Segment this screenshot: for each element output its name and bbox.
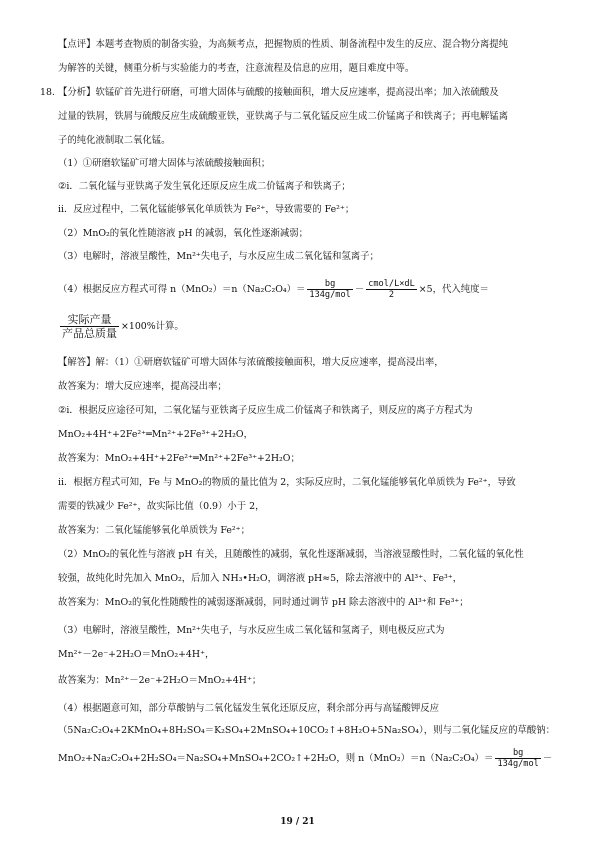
- analysis-line-3: 子的纯化液制取二氧化锰。: [58, 135, 171, 146]
- answer-line-12: 故答案为：Mn²⁺－2e⁻+2H₂O＝MnO₂+4H⁺；: [58, 675, 262, 686]
- answer-line-6: 需要的铁减少 Fe²⁺，故实际比值（0.9）小于 2，: [58, 501, 265, 512]
- minus-sign: －: [354, 284, 365, 295]
- analysis-point-4-tail: ×5，代入纯度＝: [418, 284, 489, 295]
- purity-formula-tail: ×100%计算。: [121, 321, 184, 332]
- comment-line-2: 为解答的关键，侧重分析与实验能力的考查，注意流程及信息的应用，题目难度中等。: [58, 63, 415, 74]
- analysis-point-2: （2）MnO₂的氧化性随溶液 pH 的减弱，氧化性逐渐减弱；: [58, 228, 309, 239]
- answer-line-4: 故答案为：MnO₂+4H⁺+2Fe²⁺═Mn²⁺+2Fe³⁺+2H₂O；: [58, 453, 300, 464]
- equation-1: MnO₂+4H⁺+2Fe²⁺═Mn²⁺+2Fe³⁺+2H₂O，: [58, 429, 253, 440]
- equation-4: [58, 745, 552, 773]
- question-number: 18.: [40, 87, 55, 98]
- fraction-titrant: [366, 279, 417, 300]
- equation-3: （5Na₂C₂O₄+2KMnO₄+8H₂SO₄＝K₂SO₄+2MnSO₄+10CO₂↑+8H₂O+5Na₂SO₄），则与二氧化锰反应的草酸钠：: [58, 725, 555, 736]
- answer-line-10: 故答案为：MnO₂的氧化性随酸性的减弱逐渐减弱，同时通过调节 pH 除去溶液中的 Al³⁺和 Fe³⁺；: [58, 597, 469, 608]
- analysis-point-3: （3）电解时，溶液呈酸性，Mn²⁺失电子，与水反应生成二氧化锰和氢离子；: [58, 251, 379, 262]
- fraction-denominator: 产品总质量: [62, 327, 117, 340]
- analysis-point-4-text: （4）根据反应方程式可得 n（MnO₂）＝n（Na₂C₂O₄）＝: [58, 284, 306, 295]
- analysis-point-2i: ②i．二氧化锰与亚铁离子发生氧化还原反应生成二价锰离子和铁离子；: [58, 181, 351, 192]
- fraction-purity: [60, 313, 119, 340]
- answer-line-5: ii．根据方程式可知，Fe 与 MnO₂的物质的量比值为 2，实际反应时，二氧化锰能够氧化单质铁为 Fe²⁺，导致: [58, 477, 516, 488]
- equation-4-text: MnO₂+Na₂C₂O₄+2H₂SO₄＝Na₂SO₄+MnSO₄+2CO₂↑+2H₂O，则 n（MnO₂）＝n（Na₂C₂O₄）＝: [58, 753, 494, 764]
- comment-line-1: 【点评】本题考查物质的制备实验，为高频考点，把握物质的性质、制备流程中发生的反应、混合物分离提纯: [58, 39, 509, 50]
- minus-sign: －: [542, 753, 553, 764]
- purity-formula: [58, 313, 184, 341]
- answer-line-13: （4）根据题意可知，部分草酸钠与二氧化锰发生氧化还原反应，剩余部分再与高锰酸钾反应: [58, 703, 439, 714]
- answer-line-9: 较强，故纯化时先加入 MnO₂，后加入 NH₃•H₂O，调溶液 pH≈5，除去溶液中的 Al³⁺、Fe³⁺，: [58, 573, 463, 584]
- fraction-numerator: 实际产量: [60, 313, 119, 327]
- fraction-denominator: 134g/mol: [309, 290, 351, 300]
- fraction-denominator: 134g/mol: [497, 759, 539, 769]
- fraction-denominator: 2: [388, 290, 395, 300]
- analysis-point-4: [58, 276, 489, 304]
- answer-line-7: 故答案为：二氧化锰能够氧化单质铁为 Fe²⁺；: [58, 525, 250, 536]
- fraction-numerator: cmol/L×dL: [368, 279, 415, 289]
- equation-2: Mn²⁺－2e⁻+2H₂O＝MnO₂+4H⁺，: [58, 649, 215, 660]
- analysis-line-2: 过量的铁屑，铁屑与硫酸反应生成硫酸亚铁，亚铁离子与二氧化锰反应生成二价锰离子和铁离子；再电解锰离: [58, 111, 509, 122]
- answer-line-11: （3）电解时，溶液呈酸性，Mn²⁺失电子，与水反应生成二氧化锰和氢离子，则电极反应式为: [58, 625, 445, 636]
- page-number: 19 / 21: [280, 817, 315, 827]
- fraction-numerator: bg: [495, 748, 540, 759]
- analysis-line-1: 【分析】软锰矿首先进行研磨，可增大固体与硫酸的接触面积，增大反应速率，提高浸出率；加入浓硫酸及: [58, 87, 499, 98]
- fraction-numerator: bg: [307, 279, 352, 290]
- answer-line-8: （2）MnO₂的氧化性与溶液 pH 有关，且随酸性的减弱，氧化性逐渐减弱，当溶液显酸性时，二氧化锰的氧化性: [58, 549, 524, 560]
- answer-line-2: 故答案为：增大反应速率，提高浸出率；: [58, 381, 227, 392]
- analysis-point-1: （1）①研磨软锰矿可增大固体与浓硫酸接触面积；: [58, 158, 271, 169]
- analysis-point-2ii: ii．反应过程中，二氧化锰能够氧化单质铁为 Fe²⁺，导致需要的 Fe²⁺；: [58, 204, 355, 215]
- answer-line-3: ②i．根据反应途径可知，二氧化锰与亚铁离子反应生成二价锰离子和铁离子，则反应的离子方程式为: [58, 405, 473, 416]
- answer-line-1: 【解答】解：（1）①研磨软锰矿可增大固体与浓硫酸接触面积，增大反应速率，提高浸出率，: [58, 357, 444, 368]
- fraction-mass-over-molar: [495, 748, 540, 769]
- fraction-mass-over-molar: [307, 279, 352, 300]
